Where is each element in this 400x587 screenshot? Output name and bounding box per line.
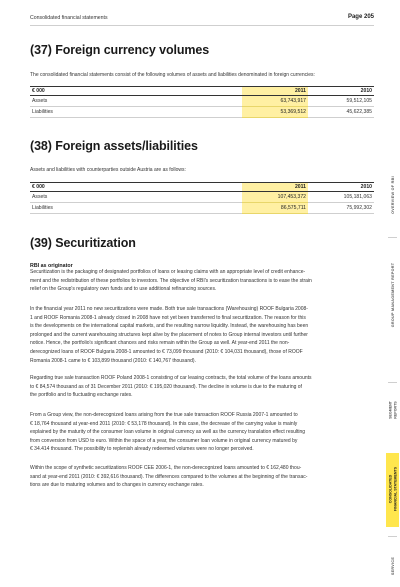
- column-header: € 000: [30, 183, 242, 192]
- sidebar-tab-label: FINANCIAL STATEMENTS: [392, 466, 397, 512]
- text-line: is the developments on the international capital markets, and the resulting narrow liquidity. Instead, the warehousing has been: [30, 323, 309, 330]
- text-line: relief on the Group's regulatory own funds and to use additional refinancing sources.: [30, 286, 217, 293]
- row-label: Liabilities: [30, 203, 242, 214]
- foreign-assets-table: [30, 182, 374, 214]
- text-line: from conversion from USD to euro. Within the space of a year, the consumer loan volume in original currency matured by: [30, 437, 298, 444]
- sidebar-divider: [388, 536, 397, 537]
- value-2011: 86,575,711: [242, 203, 308, 214]
- sidebar-tab-segment-reports[interactable]: [388, 401, 397, 419]
- value-2010: 75,992,302: [308, 203, 374, 214]
- column-header: 2011: [242, 87, 308, 96]
- text-line: Regarding true sale transaction ROOF Poland 2008-1 consisting of car leasing contracts, the total volume of the loans amounts: [30, 375, 312, 381]
- section-37-title: (37) Foreign currency volumes: [30, 43, 210, 57]
- text-line: Within the scope of synthetic securitizations ROOF CEE 2006-1, the non-derecognized loans amounted to € 162,480 thou-: [30, 465, 302, 471]
- section-sidebar: [385, 0, 400, 587]
- sidebar-tab-label: REPORTS: [392, 401, 397, 419]
- section-38-intro: Assets and liabilities with counterparties outside Austria are as follows:: [30, 167, 186, 173]
- paragraph-roof-russia: [30, 411, 374, 454]
- sidebar-divider: [388, 382, 397, 383]
- sidebar-tab-service[interactable]: SERVICE: [390, 556, 395, 576]
- text-line: notice. Hence, the portfolio's significant chances and risks remain within the Group as well. At year-end 2011 the non-: [30, 340, 290, 347]
- sidebar-tab-label: CONSOLIDATED: [387, 474, 392, 504]
- column-header: 2010: [308, 87, 374, 96]
- column-header: 2011: [242, 183, 308, 192]
- paragraph-securitization: [30, 268, 374, 294]
- table-row: [30, 203, 374, 214]
- table-row: [30, 192, 374, 203]
- foreign-currency-table: [30, 86, 374, 118]
- sidebar-divider: [388, 237, 397, 238]
- value-2011: 107,453,372: [242, 192, 308, 203]
- subheading-rbi-originator: RBI as originator: [30, 263, 73, 269]
- text-line: ment and the redistribution of these portfolios to investors. The objective of RBI's securitization transactions is to ease the strain: [30, 277, 312, 284]
- value-2011: 63,743,917: [242, 96, 308, 107]
- text-line: explained by the maturity of the consumer loan volume in original currency as well as the currency translation effect resulting: [30, 429, 306, 436]
- text-line: In the financial year 2011 no new securitizations were made. Both true sale transactions (Warehousing) ROOF Bulgaria 2008-: [30, 306, 308, 312]
- text-line: derecognized loans of ROOF Bulgaria 2008-1 amounted to € 73,099 thousand (2010: € 104,031 thousand), those of ROOF: [30, 348, 303, 355]
- text-line: € 34.414 thousand. The possibility to replenish already redeemed volumes were no longer perceived.: [30, 446, 254, 453]
- section-38-title: (38) Foreign assets/liabilities: [30, 139, 198, 153]
- table-row: [30, 107, 374, 118]
- paragraph-warehousing: [30, 305, 374, 365]
- sidebar-tab-consolidated-financial-statements[interactable]: [388, 467, 397, 511]
- text-line: Romania 2008-1 came to € 103,899 thousand (2010: € 140,767 thousand).: [30, 357, 196, 364]
- text-line: to € 84,574 thousand as of 31 December 2011 (2010: € 195,020 thousand). The decline in volume is due to the maturing of: [30, 383, 302, 390]
- row-label: Assets: [30, 192, 242, 203]
- paragraph-roof-cee: [30, 464, 374, 490]
- table-header-row: [30, 183, 374, 192]
- value-2010: 105,181,063: [308, 192, 374, 203]
- text-line: From a Group view, the non-derecognized loans arising from the true sale transaction ROOF Russia 2007-1 amounted to: [30, 412, 298, 418]
- column-header: € 000: [30, 87, 242, 96]
- paragraph-roof-poland: [30, 374, 374, 400]
- text-line: 1 and ROOF Romania 2008-1 already closed in 2008 have not yet been transferred to final securitization. The reason for this: [30, 314, 306, 321]
- value-2010: 45,622,385: [308, 107, 374, 118]
- page-number: Page 205: [347, 14, 374, 20]
- text-line: prolonged and the current warehousing structures kept alive by the placement of notes to Group internal investors until further: [30, 331, 308, 338]
- sidebar-tab-overview[interactable]: OVERVIEW OF RBI: [390, 176, 395, 214]
- row-label: Assets: [30, 96, 242, 107]
- value-2011: 53,369,512: [242, 107, 308, 118]
- text-line: Securitization is the packaging of designated portfolios of loans or leasing claims with an appropriate level of credit enhance-: [30, 269, 306, 275]
- sidebar-tab-label: SEGMENT: [387, 401, 392, 419]
- header-section-name: Consolidated financial statements: [30, 15, 108, 21]
- text-line: the portfolio and to fluctuating exchange rates.: [30, 392, 133, 399]
- section-37-intro: The consolidated financial statements consist of the following volumes of assets and liabilities denominated in foreign currencies:: [30, 72, 315, 78]
- row-label: Liabilities: [30, 107, 242, 118]
- value-2010: 59,512,105: [308, 96, 374, 107]
- text-line: sand at year-end 2011 (2010: € 392,616 thousand). The differences compared to the volumes at the beginning of the transac-: [30, 473, 308, 480]
- text-line: tions are due to maturing volumes and to changes in currency exchange rates.: [30, 482, 204, 489]
- section-39-title: (39) Securitization: [30, 236, 136, 250]
- page-header: [30, 14, 374, 26]
- sidebar-tab-group-management-report[interactable]: GROUP MANAGEMENT REPORT: [390, 262, 395, 328]
- column-header: 2010: [308, 183, 374, 192]
- text-line: € 18,764 thousand at year-end 2011 (2010: € 53,178 thousand). In this case, the decrease of the carrying value is mainly: [30, 420, 298, 427]
- table-header-row: [30, 87, 374, 96]
- table-row: [30, 96, 374, 107]
